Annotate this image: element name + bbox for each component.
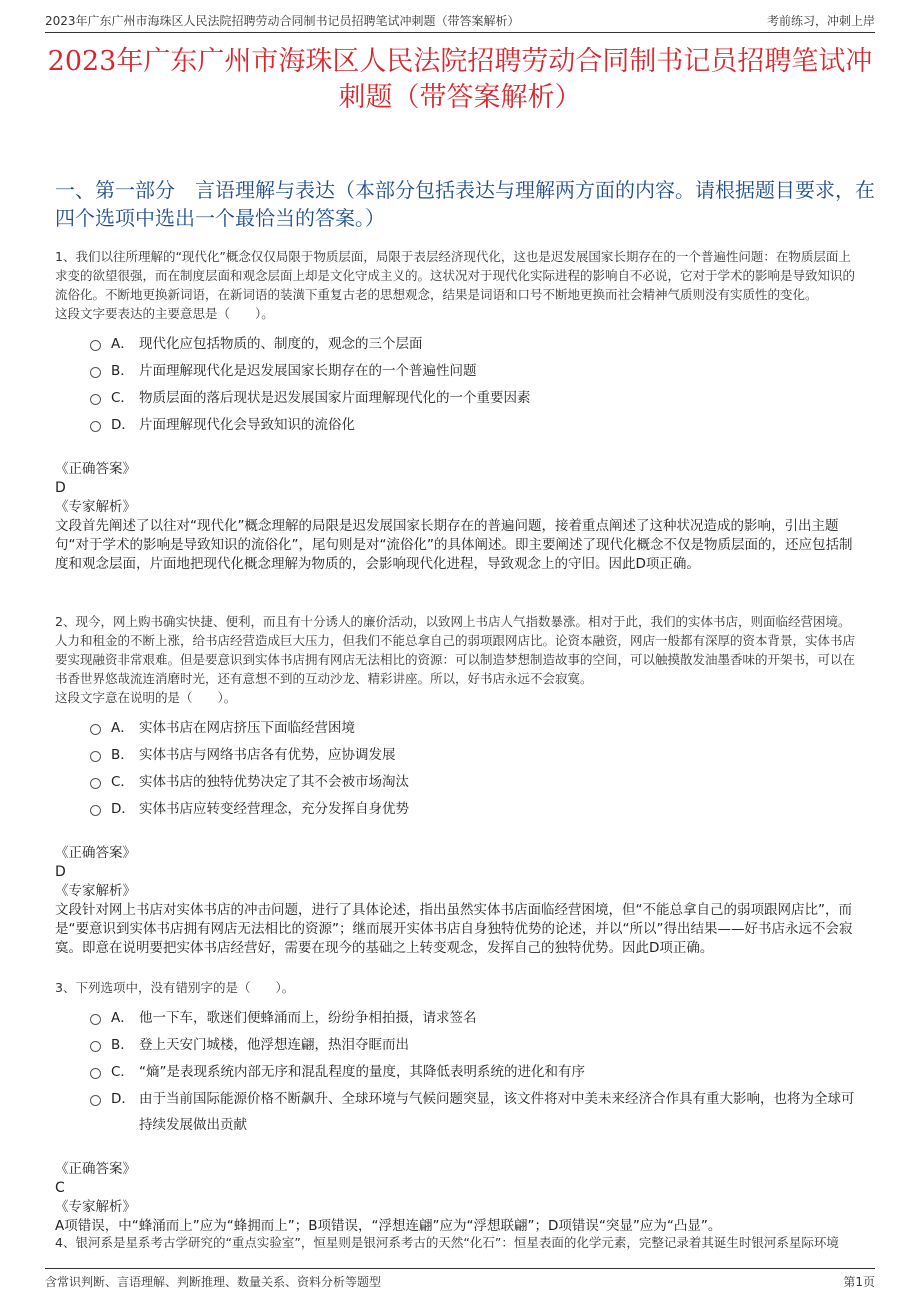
analysis-text: A项错误，中“蜂涌而上”应为“蜂拥而上”；B项错误，“浮想连翩”应为“浮想联翩”；D项错误“突显”应为“凸显”。 — [55, 1218, 722, 1234]
radio-icon[interactable] — [90, 751, 101, 762]
analysis-label: 《专家解析》 — [55, 499, 136, 515]
page-footer — [45, 1268, 875, 1289]
radio-icon[interactable] — [90, 1068, 101, 1079]
option-a[interactable]: A． 实体书店在网店挤压下面临经营困境 — [90, 715, 862, 741]
radio-icon[interactable] — [90, 805, 101, 816]
question-prompt: 这段文字意在说明的是（ ）。 — [55, 690, 237, 705]
radio-icon[interactable] — [90, 367, 101, 378]
option-a[interactable]: A． 他一下车，歌迷们便蜂涌而上，纷纷争相拍摄，请求签名 — [90, 1005, 862, 1031]
analysis-label: 《专家解析》 — [55, 1199, 136, 1215]
question-prompt: 这段文字要表达的主要意思是（ ）。 — [55, 306, 274, 321]
option-d[interactable]: D． 片面理解现代化会导致知识的流俗化 — [90, 412, 862, 438]
option-c[interactable]: C． 实体书店的独特优势决定了其不会被市场淘汰 — [90, 769, 862, 795]
document-title: 2023年广东广州市海珠区人民法院招聘劳动合同制书记员招聘笔试冲刺题（带答案解析） — [47, 46, 873, 113]
footer-description: 含常识判断、言语理解、判断推理、数量关系、资料分析等题型 — [45, 1275, 382, 1289]
header-doc-title: 2023年广东广州市海珠区人民法院招聘劳动合同制书记员招聘笔试冲刺题（带答案解析） — [45, 14, 520, 28]
radio-icon[interactable] — [90, 1095, 101, 1106]
answer-block — [55, 844, 862, 958]
answer-block — [55, 460, 862, 574]
analysis-text: 文段针对网上书店对实体书店的冲击问题，进行了具体论述，指出虽然实体书店面临经营困境，但“不能总拿自己的弱项跟网店比”，而是“要意识到实体书店拥有网店无法相比的资源”；继而展开实体书店自身独特优势的论述，并以“所以”得出结果——好书店永远不会寂寞。即意在说明要把实体书店经营好，需要在现今的基础之上转变观念，发挥自己的独特优势。因此D项正确。 — [55, 902, 853, 956]
section-heading: 一、第一部分 言语理解与表达（本部分包括表达与理解两方面的内容。请根据题目要求，在四个选项中选出一个最恰当的答案。） — [55, 178, 875, 230]
question-1 — [55, 247, 862, 574]
correct-answer: C — [55, 1180, 65, 1196]
option-b[interactable]: B． 登上天安门城楼，他浮想连翩，热泪夺眶而出 — [90, 1032, 862, 1058]
option-c[interactable]: C． 物质层面的落后现状是迟发展国家片面理解现代化的一个重要因素 — [90, 385, 862, 411]
answer-label: 《正确答案》 — [55, 845, 136, 861]
page-header — [45, 12, 875, 33]
option-a[interactable]: A． 现代化应包括物质的、制度的，观念的三个层面 — [90, 331, 862, 357]
analysis-label: 《专家解析》 — [55, 883, 136, 899]
question-3 — [55, 978, 862, 1236]
answer-block — [55, 1160, 862, 1236]
analysis-text: 文段首先阐述了以往对“现代化”概念理解的局限是迟发展国家长期存在的普遍问题，接着重点阐述了这种状况造成的影响，引出主题句“对于学术的影响是导致知识的流俗化”，尾句则是对“流俗化”的具体阐述。即主要阐述了现代化概念不仅是物质层面的，还应包括制度和观念层面，片面地把现代化概念理解为物质的，会影响现代化进程，导致观念上的守旧。因此D项正确。 — [55, 518, 853, 572]
radio-icon[interactable] — [90, 778, 101, 789]
question-stem: 3、下列选项中，没有错别字的是（ ）。 — [55, 980, 295, 995]
header-slogan: 考前练习，冲刺上岸 — [766, 14, 875, 28]
option-d[interactable]: D． 实体书店应转变经营理念，充分发挥自身优势 — [90, 796, 862, 822]
radio-icon[interactable] — [90, 394, 101, 405]
option-list — [90, 1005, 862, 1138]
question-stem: 4、银河系是星系考古学研究的“重点实验室”，恒星则是银河系考古的天然“化石”：恒星表面的化学元素，完整记录着其诞生时银河系星际环境 — [55, 1235, 839, 1250]
radio-icon[interactable] — [90, 1014, 101, 1025]
correct-answer: D — [55, 864, 66, 880]
question-stem: 1、我们以往所理解的“现代化”概念仅仅局限于物质层面，局限于表层经济现代化，这也是迟发展国家长期存在的一个普遍性问题：在物质层面上求变的欲望很强，而在制度层面和观念层面上却是文化守成主义的。这状况对于现代化实际进程的影响自不必说，它对于学术的影响是导致知识的流俗化。不断地更换新词语，在新词语的装潢下重复古老的思想观念，结果是词语和口号不断地更换而社会精神气质则没有实质性的变化。 — [55, 249, 856, 302]
option-list — [90, 331, 862, 438]
answer-label: 《正确答案》 — [55, 1161, 136, 1177]
radio-icon[interactable] — [90, 1041, 101, 1052]
radio-icon[interactable] — [90, 724, 101, 735]
option-b[interactable]: B． 片面理解现代化是迟发展国家长期存在的一个普遍性问题 — [90, 358, 862, 384]
radio-icon[interactable] — [90, 421, 101, 432]
option-c[interactable]: C． “熵”是表现系统内部无序和混乱程度的量度，其降低表明系统的进化和有序 — [90, 1059, 862, 1085]
page-number: 第1页 — [843, 1275, 875, 1289]
correct-answer: D — [55, 480, 66, 496]
radio-icon[interactable] — [90, 340, 101, 351]
question-stem: 2、现今，网上购书确实快捷、便利，而且有十分诱人的廉价活动，以致网上书店人气指数暴涨。相对于此，我们的实体书店，则面临经营困境。人力和租金的不断上涨，给书店经营造成巨大压力，但我们不能总拿自己的弱项跟网店比。论资本融资，网店一般都有深厚的资本背景，实体书店要实现融资非常艰难。但是要意识到实体书店拥有网店无法相比的资源：可以制造梦想制造故事的空间，可以触摸散发油墨香味的开架书，可以在书香世界悠哉流连消磨时光，还有意想不到的互动沙龙、精彩讲座。所以，好书店永远不会寂寞。 — [55, 614, 856, 686]
question-2 — [55, 612, 862, 958]
option-d[interactable]: D． 由于当前国际能源价格不断飙升、全球环境与气候问题突显，该文件将对中美未来经济合作具有重大影响，也将为全球可持续发展做出贡献 — [90, 1086, 862, 1138]
option-b[interactable]: B． 实体书店与网络书店各有优势，应协调发展 — [90, 742, 862, 768]
question-4 — [55, 1233, 862, 1253]
option-list — [90, 715, 862, 822]
answer-label: 《正确答案》 — [55, 461, 136, 477]
